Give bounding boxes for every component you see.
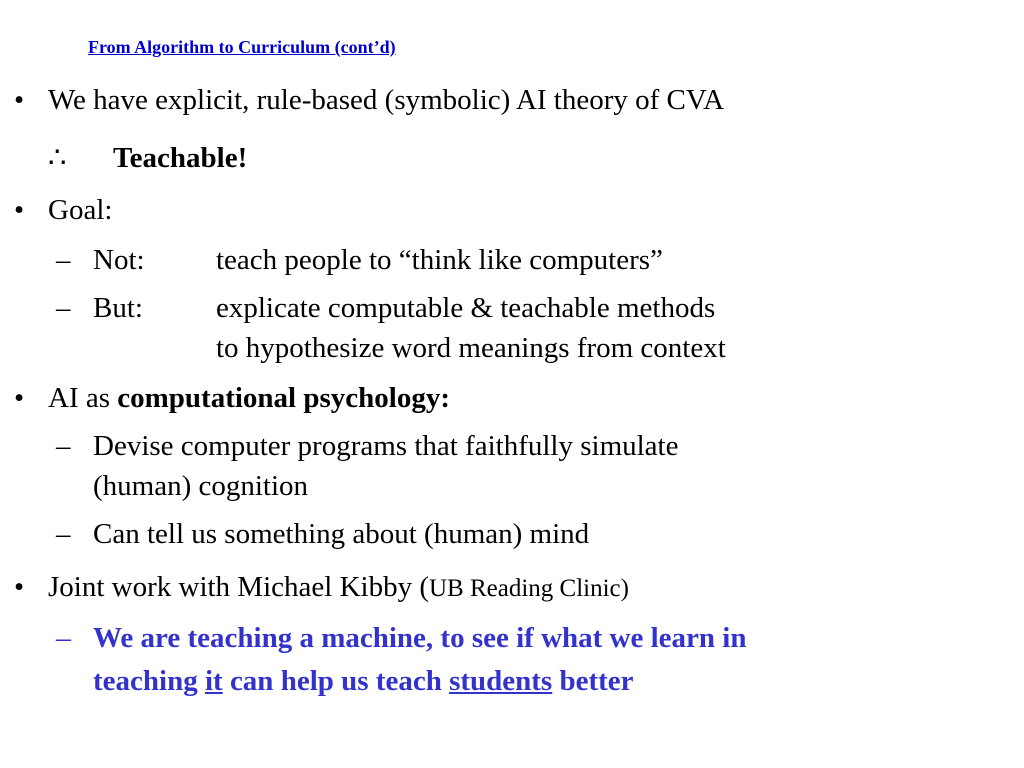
bullet-text: We have explicit, rule-based (symbolic) AI theory of CVA: [48, 84, 725, 116]
bullet-dot: •: [14, 194, 25, 226]
bullet-text-3: [48, 378, 450, 418]
but-text-2: to hypothesize word meanings from context: [216, 332, 726, 364]
computational-psychology-text: computational psychology:: [117, 382, 450, 414]
but-text-1: explicate computable & teachable methods: [216, 292, 716, 324]
joint-work-text: Joint work with Michael Kibby (: [48, 571, 429, 603]
slide-title-link[interactable]: From Algorithm to Curriculum (cont’d): [88, 37, 396, 57]
sub-text-3a-1: Devise computer programs that faithfully simulate: [93, 430, 679, 462]
ai-as-text: AI as: [48, 382, 118, 414]
reading-clinic-text: UB Reading Clinic): [428, 575, 629, 602]
sub-text-3a-2: (human) cognition: [93, 470, 309, 502]
dash-marker: –: [56, 518, 71, 550]
not-label: Not:: [93, 244, 145, 276]
dash-marker: –: [56, 430, 71, 462]
students-text: students: [449, 665, 553, 697]
teachable-text: Teachable!: [113, 142, 248, 174]
bullet-dot: •: [14, 382, 25, 414]
therefore-symbol: ∴: [48, 142, 67, 174]
can-help-text: can help us teach: [222, 665, 450, 697]
it-text: it: [204, 665, 223, 697]
bullet-text-4: [48, 567, 629, 609]
bullet-text: Goal:: [48, 194, 113, 226]
not-text: teach people to “think like computers”: [216, 244, 663, 276]
dash-marker: –: [56, 621, 71, 654]
bullet-dot: •: [14, 84, 25, 116]
better-text: better: [552, 665, 634, 697]
emphasis-text-2: [93, 661, 634, 701]
emphasis-text-1: We are teaching a machine, to see if what we learn in: [93, 622, 747, 654]
bullet-dot: •: [14, 571, 25, 603]
teaching-text: teaching: [93, 665, 205, 697]
but-label: But:: [93, 292, 143, 324]
dash-marker: –: [56, 244, 71, 276]
dash-marker: –: [56, 292, 71, 324]
sub-text-3b: Can tell us something about (human) mind: [93, 518, 590, 550]
